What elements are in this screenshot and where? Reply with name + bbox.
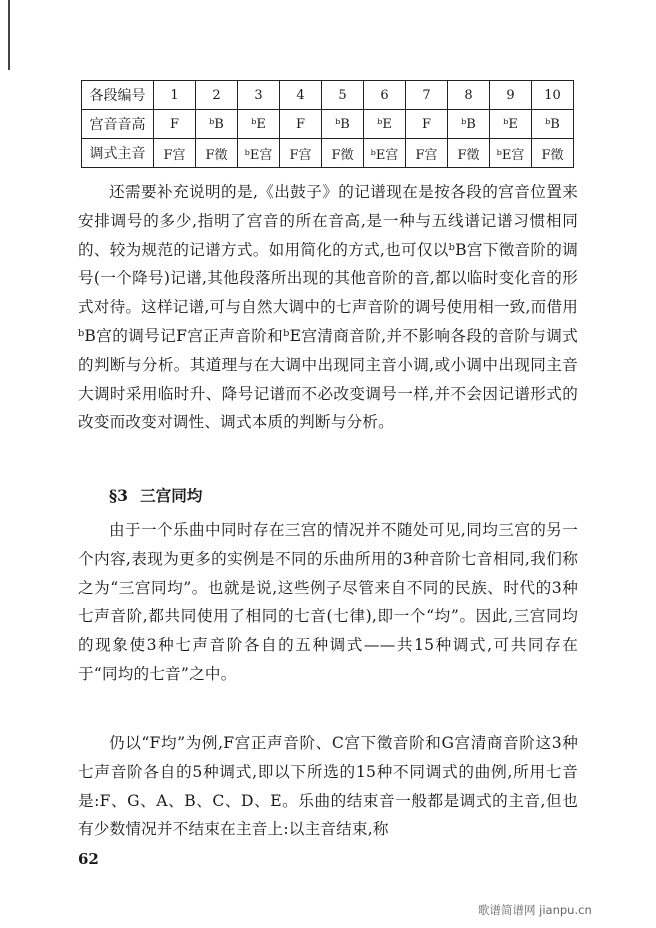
table-cell: F宫: [406, 139, 448, 168]
paragraph-notation: 还需要补充说明的是,《出鼓子》的记谱现在是按各段的宫音位置来安排调号的多少,指明了宫音的所在音高,是一种与五线谱记谱习惯相同的、较为规范的记谱方式。如用简化的方式,也可仅以ᵇB宫下徵音阶的调号(一个降号)记谱,其他段落所出现的其他音阶的音,都以临时变化音的形式对待。这样记谱,可与自然大调中的七声音阶的调号使用相一致,而借用ᵇB宫的调号记F宫正声音阶和ᵇE宫清商音阶,并不影响各段的音阶与调式的判断与分析。其道理与在大调中出现同主音小调,或小调中出现同主音大调时采用临时升、降号记谱而不必改变调号一样,并不会因记谱形式的改变而改变对调性、调式本质的判断与分析。: [78, 183, 578, 432]
section-heading: [109, 482, 214, 510]
table-cell: 1: [154, 81, 196, 110]
table-cell: 6: [364, 81, 406, 110]
table-cell: ᵇE: [364, 110, 406, 139]
table-cell: F: [154, 110, 196, 139]
table-cell: F徵: [448, 139, 490, 168]
table-cell: ᵇB: [322, 110, 364, 139]
page-number: 62: [78, 850, 99, 868]
table-row: [82, 139, 574, 168]
table-cell: 2: [196, 81, 238, 110]
table-cell: ᵇE宫: [364, 139, 406, 168]
table-cell: F宫: [280, 139, 322, 168]
table-cell: F: [280, 110, 322, 139]
key-table: [81, 80, 574, 168]
table-cell: 7: [406, 81, 448, 110]
table-cell: 4: [280, 81, 322, 110]
table-cell: 9: [490, 81, 532, 110]
table-cell: F: [406, 110, 448, 139]
table-cell: F徵: [532, 139, 574, 168]
paragraph-three-gong: 由于一个乐曲中同时存在三宫的情况并不随处可见,同均三宫的另一个内容,表现为更多的实例是不同的乐曲所用的3种音阶七音相同,我们称之为“三宫同均”。也就是说,这些例子尽管来自不同的民族、时代的3种七声音阶,都共同使用了相同的七音(七律),即一个“均”。因此,三宫同均的现象使3种七声音阶各自的五种调式——共15种调式,可共同存在于“同均的七音”之中。: [78, 521, 578, 683]
row-header: 调式主音: [82, 139, 154, 168]
table-cell: ᵇB: [448, 110, 490, 139]
table-cell: F徵: [196, 139, 238, 168]
margin-rule: [8, 0, 10, 70]
table-row: [82, 81, 574, 110]
watermark: 歌谱简谱网 jianpu.cn: [478, 903, 592, 917]
table-cell: 8: [448, 81, 490, 110]
table-cell: 5: [322, 81, 364, 110]
table-cell: ᵇB: [196, 110, 238, 139]
table-cell: ᵇE宫: [490, 139, 532, 168]
section-title: 三宫同均: [140, 486, 203, 505]
table-cell: ᵇE宫: [238, 139, 280, 168]
row-header: 各段编号: [82, 81, 154, 110]
table-cell: 3: [238, 81, 280, 110]
paragraph-f-jun: 仍以“F均”为例,F宫正声音阶、C宫下徵音阶和G宫清商音阶这3种七声音阶各自的5种调式,即以下所选的15种不同调式的曲例,所用七音是:F、G、A、B、C、D、E。乐曲的结束音一般都是调式的主音,但也有少数情况并不结束在主音上:以主音结束,称: [78, 734, 578, 839]
table-cell: ᵇE: [238, 110, 280, 139]
table-cell: ᵇB: [532, 110, 574, 139]
table-cell: F宫: [154, 139, 196, 168]
table-cell: ᵇE: [490, 110, 532, 139]
section-number: §3: [109, 486, 129, 505]
row-header: 宫音音高: [82, 110, 154, 139]
table-cell: 10: [532, 81, 574, 110]
table-cell: F徵: [322, 139, 364, 168]
table-row: [82, 110, 574, 139]
